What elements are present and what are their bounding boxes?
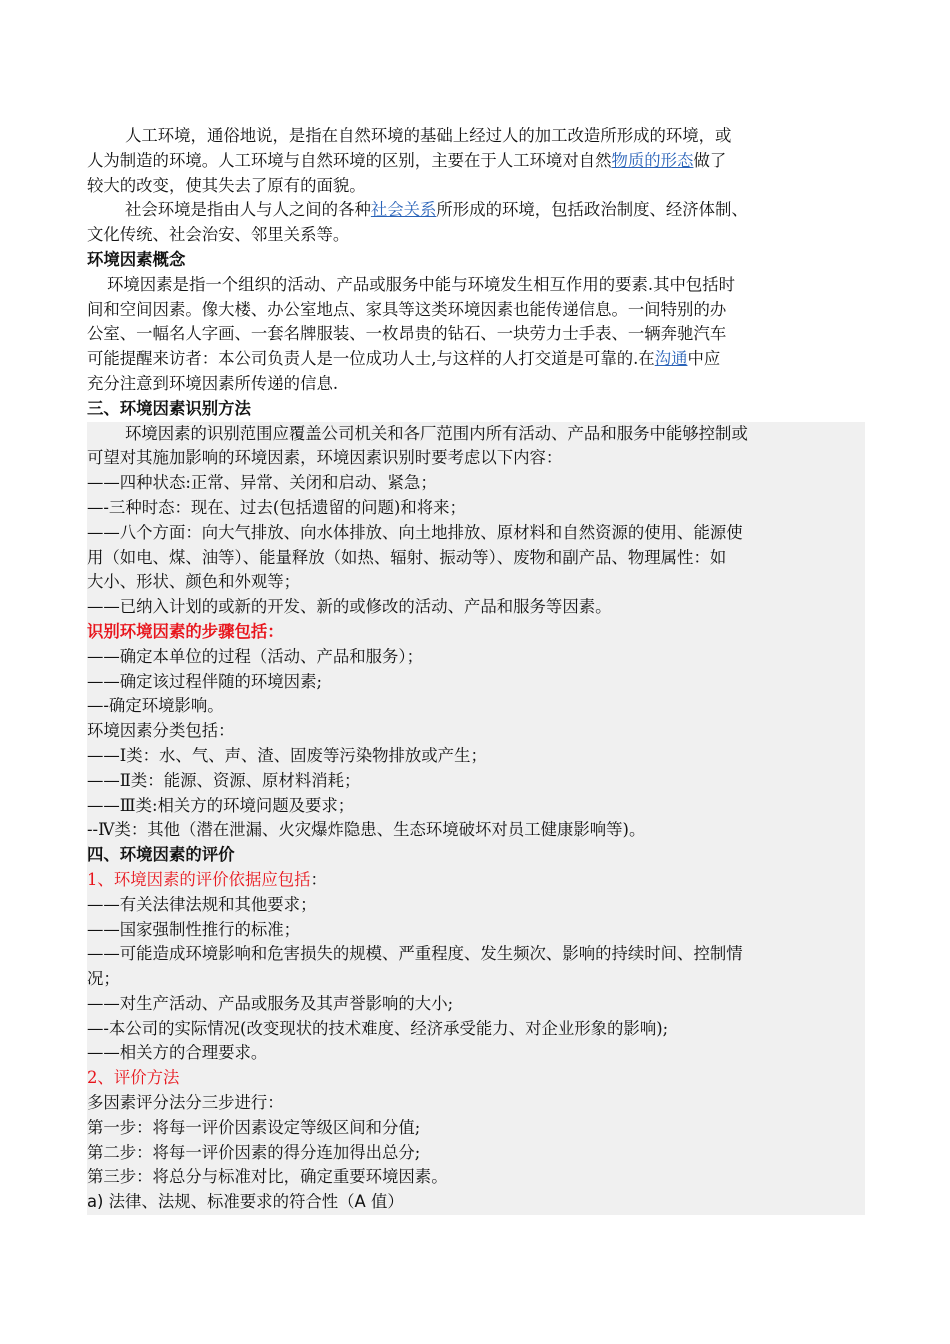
link-material-form[interactable]: 物质的形态 xyxy=(611,150,694,170)
steps-line2: ——确定该过程伴随的环境因素; xyxy=(87,671,322,691)
identify-line8: ——已纳入计划的或新的开发、新的或修改的活动、产品和服务等因素。 xyxy=(87,597,612,617)
method-line1: 多因素评分法分三步进行： xyxy=(87,1093,284,1113)
eval-line5: ——对生产活动、产品或服务及其声誉影响的大小; xyxy=(87,993,454,1013)
para-concept-line5: 充分注意到环境因素所传递的信息. xyxy=(87,373,339,393)
shaded-block xyxy=(87,422,865,1216)
method-line4: 第三步：将总分与标准对比，确定重要环境因素。 xyxy=(87,1167,448,1187)
link-communication[interactable]: 沟通 xyxy=(654,349,688,369)
para-concept-line4: 可能提醒来访者：本公司负责人是一位成功人士,与这样的人打交道是可靠的.在沟通中应 xyxy=(87,349,721,369)
identify-line5: ——八个方面：向大气排放、向水体排放、向土地排放、原材料和自然资源的使用、能源使 xyxy=(87,522,743,542)
heading-identify-steps: 识别环境因素的步骤包括： xyxy=(87,621,284,641)
eval-line4: 况； xyxy=(87,969,120,989)
eval-line1: ——有关法律法规和其他要求； xyxy=(87,894,317,914)
eval-line2: ——国家强制性推行的标准； xyxy=(87,919,301,939)
eval-line6: —-本公司的实际情况(改变现状的技术难度、经济承受能力、对企业形象的影响); xyxy=(87,1018,669,1038)
para-artificial-env-line2: 人为制造的环境。人工环境与自然环境的区别，主要在于人工环境对自然物质的形态做了 xyxy=(87,150,727,170)
identify-line6: 用（如电、煤、油等）、能量释放（如热、辐射、振动等）、废物和副产品、物理属性：如 xyxy=(87,547,727,567)
steps-line6: ——Ⅱ类：能源、资源、原材料消耗； xyxy=(87,770,361,790)
steps-line5: ——Ⅰ类：水、气、声、渣、固废等污染物排放或产生； xyxy=(87,745,487,765)
identify-line2: 可望对其施加影响的环境因素，环境因素识别时要考虑以下内容： xyxy=(87,448,563,468)
identify-line7: 大小、形状、颜色和外观等； xyxy=(87,572,301,592)
para-concept-line1: 环境因素是指一个组织的活动、产品或服务中能与环境发生相互作用的要素.其中包括时 xyxy=(107,274,736,294)
para-social-env-line1: 社会环境是指由人与人之间的各种社会关系所形成的环境，包括政治制度、经济体制、 xyxy=(125,200,748,220)
eval-line7: ——相关方的合理要求。 xyxy=(87,1043,268,1063)
heading-section-4-1: 1、环境因素的评价依据应包括： xyxy=(87,869,327,889)
method-line2: 第一步：将每一评价因素设定等级区间和分值; xyxy=(87,1117,421,1137)
identify-line3: ——四种状态:正常、异常、关闭和启动、紧急； xyxy=(87,473,437,493)
method-line5: a) 法律、法规、标准要求的符合性（A 值） xyxy=(87,1192,404,1212)
eval-line3: ——可能造成环境影响和危害损失的规模、严重程度、发生频次、影响的持续时间、控制情 xyxy=(87,944,743,964)
steps-line4: 环境因素分类包括： xyxy=(87,721,235,741)
identify-line1: 环境因素的识别范围应覆盖公司机关和各厂范围内所有活动、产品和服务中能够控制或 xyxy=(125,423,748,443)
heading-section-3: 三、环境因素识别方法 xyxy=(87,398,251,418)
para-artificial-env-line3: 较大的改变，使其失去了原有的面貌。 xyxy=(87,175,366,195)
link-social-relations[interactable]: 社会关系 xyxy=(370,200,437,220)
steps-line7: ——Ⅲ类:相关方的环境问题及要求； xyxy=(87,795,355,815)
steps-line3: —-确定环境影响。 xyxy=(87,696,224,716)
para-concept-line2: 间和空间因素。像大楼、办公室地点、家具等这类环境因素也能传递信息。一间特别的办 xyxy=(87,299,727,319)
para-concept-line3: 公室、一幅名人字画、一套名牌服装、一枚昂贵的钻石、一块劳力士手表、一辆奔驰汽车 xyxy=(87,324,727,344)
heading-section-4: 四、环境因素的评价 xyxy=(87,845,235,865)
steps-line1: ——确定本单位的过程（活动、产品和服务）； xyxy=(87,646,424,666)
heading-section-4-2: 2、评价方法 xyxy=(87,1068,180,1088)
para-social-env-line2: 文化传统、社会治安、邻里关系等。 xyxy=(87,225,350,245)
heading-env-factor-concept: 环境因素概念 xyxy=(87,249,186,269)
steps-line8: --Ⅳ类：其他（潜在泄漏、火灾爆炸隐患、生态环境破坏对员工健康影响等)。 xyxy=(87,820,646,840)
method-line3: 第二步：将每一评价因素的得分连加得出总分; xyxy=(87,1142,421,1162)
document-body xyxy=(87,124,865,1215)
identify-line4: —-三种时态：现在、过去(包括遗留的问题)和将来； xyxy=(87,497,466,517)
para-artificial-env-line1: 人工环境，通俗地说，是指在自然环境的基础上经过人的加工改造所形成的环境，或 xyxy=(125,126,732,145)
